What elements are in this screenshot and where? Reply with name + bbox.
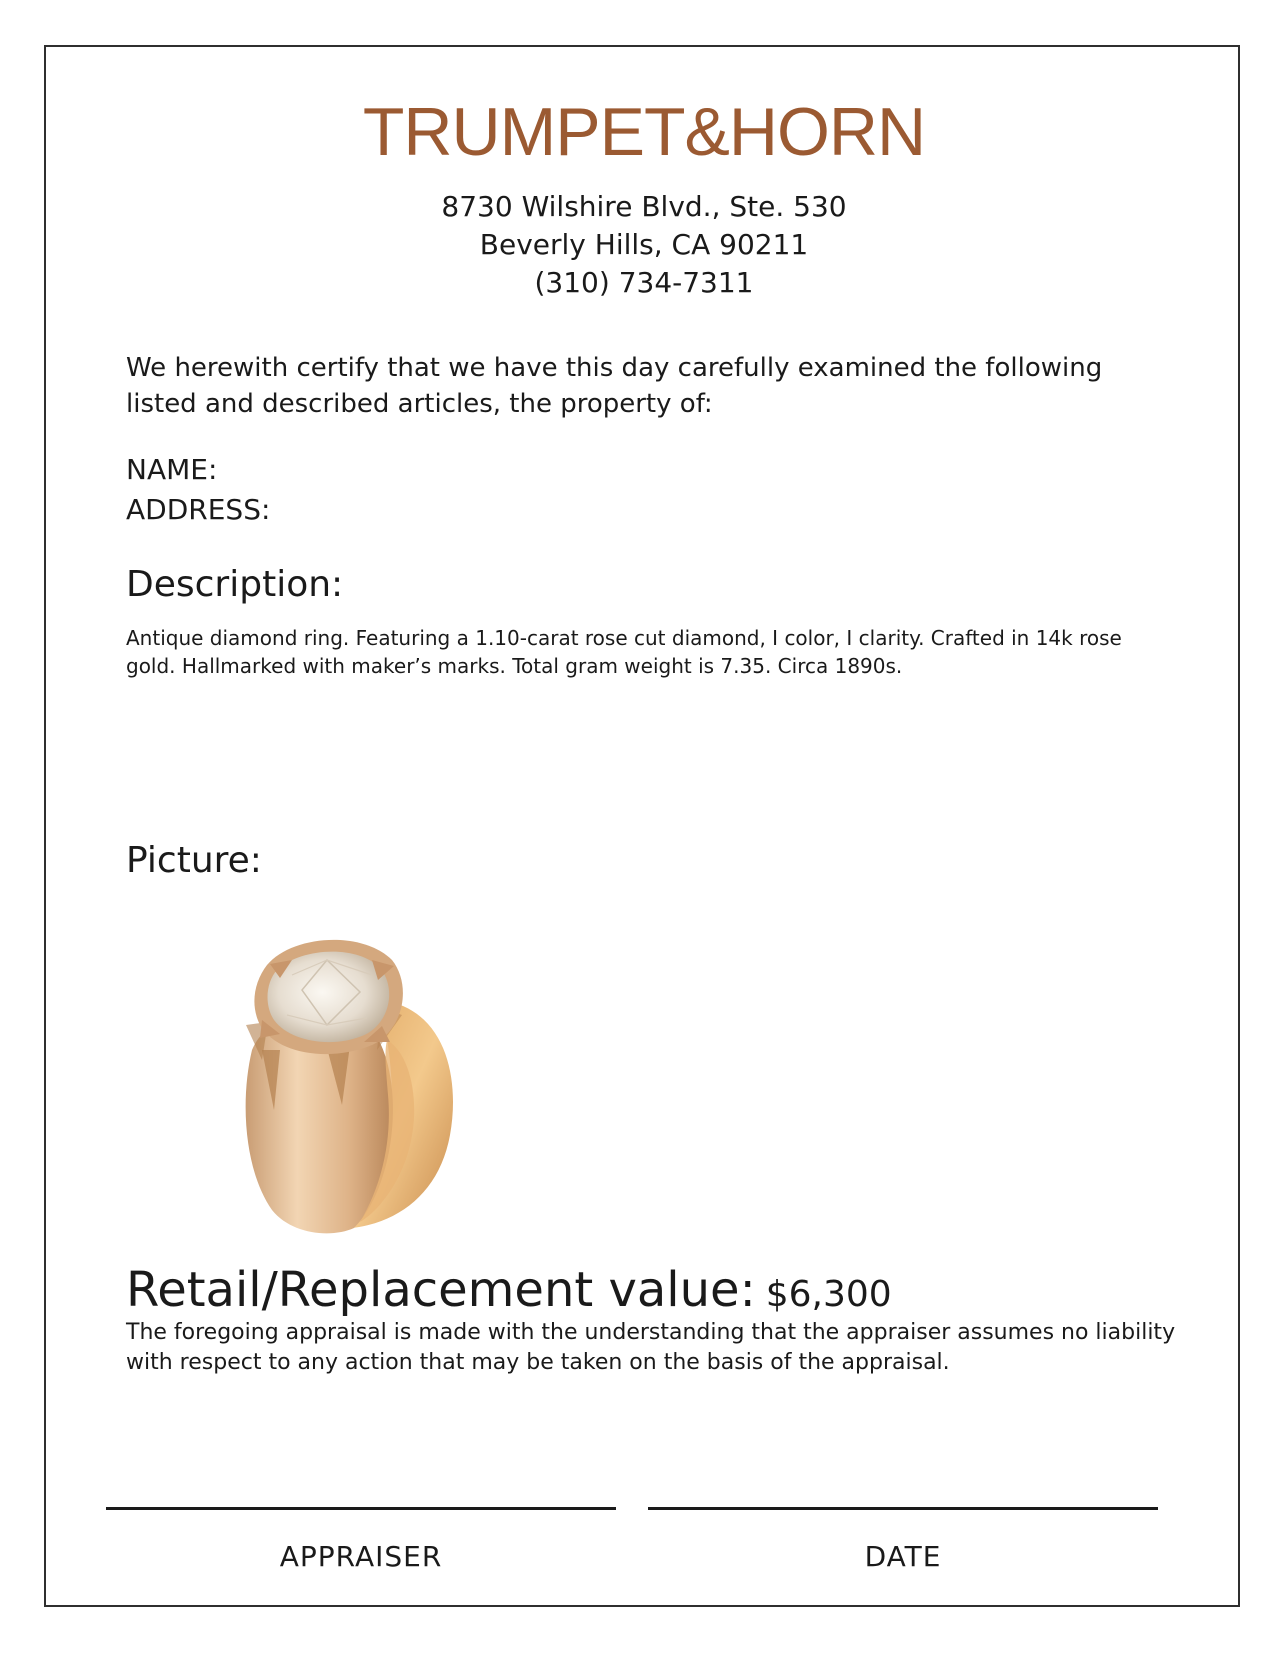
name-label: NAME: [126,453,218,486]
date-label: DATE [864,1540,942,1573]
valuation-amount: $6,300 [765,1274,892,1315]
ring-image [232,930,492,1240]
description-heading: Description: [126,564,344,605]
valuation-line [126,1262,1176,1323]
disclaimer-text: The foregoing appraisal is made with the understanding that the appraiser assumes no liability with respect to any action that may be taken on the basis of the appraisal. [126,1320,1176,1375]
picture-heading: Picture: [126,840,262,881]
date-signature-line [648,1507,1158,1510]
brand-logo: TRUMPET&HORN [362,94,926,170]
valuation-label: Retail/Replacement value: [126,1262,756,1318]
address-line-1: 8730 Wilshire Blvd., Ste. 530 [441,190,847,223]
address-label: ADDRESS: [126,493,271,526]
appraiser-label: APPRAISER [279,1540,443,1573]
appraiser-signature-line [106,1507,616,1510]
description-text: Antique diamond ring. Featuring a 1.10-carat rose cut diamond, I color, I clarity. Crafted in 14k rose gold. Hallmarked with maker’s marks. Total gram weight is 7.35. Circa 1890s. [126,626,1122,678]
certification-statement: We herewith certify that we have this day carefully examined the following listed and described articles, the property of: [126,353,1103,419]
address-line-2: Beverly Hills, CA 90211 [479,228,809,261]
phone-number: (310) 734-7311 [534,266,754,299]
